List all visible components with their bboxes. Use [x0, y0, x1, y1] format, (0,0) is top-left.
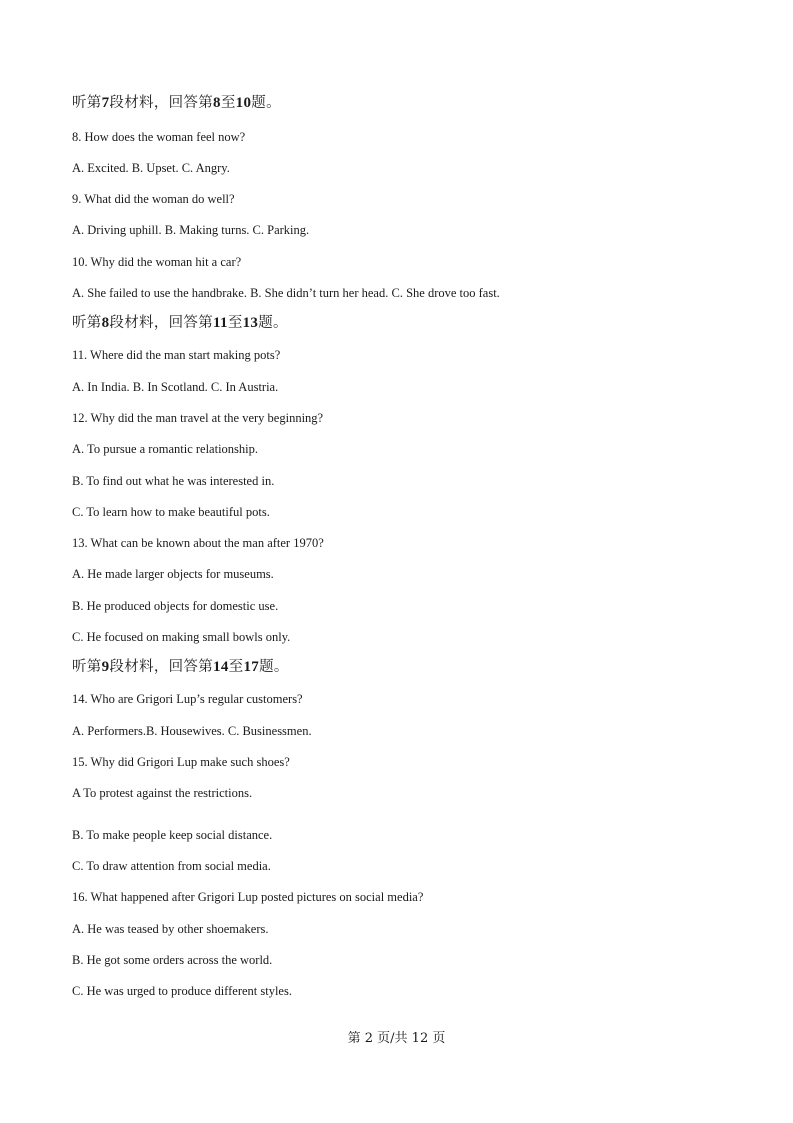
question-8: 8. How does the woman feel now? — [72, 130, 246, 144]
question-10: 10. Why did the woman hit a car? — [72, 255, 242, 269]
page-footer: 第 2 页/共 12 页 — [347, 1031, 446, 1046]
question-14: 14. Who are Grigori Lup’s regular customers? — [72, 692, 303, 706]
options-8: A. Excited. B. Upset. C. Angry. — [72, 161, 230, 175]
heading-number: 17 — [243, 659, 260, 675]
heading-number: 10 — [235, 95, 252, 111]
option-16c: C. He was urged to produce different styles. — [72, 984, 292, 998]
option-13a: A. He made larger objects for museums. — [72, 567, 274, 581]
heading-text: 题。 — [251, 95, 281, 111]
option-12a: A. To pursue a romantic relationship. — [72, 442, 259, 456]
heading-number: 8 — [213, 95, 221, 111]
heading-number: 7 — [101, 95, 110, 111]
option-16a: A. He was teased by other shoemakers. — [72, 922, 269, 936]
options-11: A. In India. B. In Scotland. C. In Austria. — [72, 380, 279, 394]
options-9: A. Driving uphill. B. Making turns. C. Parking. — [72, 223, 310, 237]
option-13b: B. He produced objects for domestic use. — [72, 599, 279, 613]
heading-text: 题。 — [258, 315, 288, 331]
section-heading-8 — [72, 315, 288, 331]
heading-text: 至 — [228, 659, 244, 675]
heading-number: 8 — [101, 315, 110, 331]
heading-text: 听第 — [72, 95, 102, 111]
option-12b: B. To find out what he was interested in. — [72, 474, 275, 488]
question-15: 15. Why did Grigori Lup make such shoes? — [72, 755, 290, 769]
options-10: A. She failed to use the handbrake. B. She didn’t turn her head. C. She drove too fast. — [72, 286, 500, 300]
question-13: 13. What can be known about the man after 1970? — [72, 536, 324, 550]
section-heading-9 — [72, 659, 289, 675]
options-14: A. Performers.B. Housewives. C. Businessmen. — [72, 724, 312, 738]
heading-number: 14 — [213, 659, 229, 675]
question-12: 12. Why did the man travel at the very beginning? — [72, 411, 324, 425]
option-13c: C. He focused on making small bowls only. — [72, 630, 291, 644]
heading-text: 听第 — [72, 315, 102, 331]
option-15c: C. To draw attention from social media. — [72, 859, 271, 873]
option-12c: C. To learn how to make beautiful pots. — [72, 505, 270, 519]
question-16: 16. What happened after Grigori Lup posted pictures on social media? — [72, 890, 424, 904]
option-16b: B. He got some orders across the world. — [72, 953, 273, 967]
heading-text: 题。 — [259, 659, 289, 675]
heading-text: 听第 — [72, 659, 102, 675]
heading-number: 11 — [213, 315, 228, 331]
heading-text: 段材料，回答第 — [109, 315, 214, 331]
section-heading-7 — [72, 95, 281, 111]
option-15b: B. To make people keep social distance. — [72, 828, 273, 842]
question-9: 9. What did the woman do well? — [72, 192, 235, 206]
heading-text: 至 — [227, 315, 243, 331]
heading-text: 至 — [220, 95, 236, 111]
heading-text: 段材料，回答第 — [109, 95, 214, 111]
question-11: 11. Where did the man start making pots? — [72, 348, 281, 362]
heading-text: 段材料，回答第 — [109, 659, 214, 675]
heading-number: 9 — [101, 659, 110, 675]
heading-number: 13 — [242, 315, 259, 331]
option-15a: A To protest against the restrictions. — [72, 786, 253, 800]
